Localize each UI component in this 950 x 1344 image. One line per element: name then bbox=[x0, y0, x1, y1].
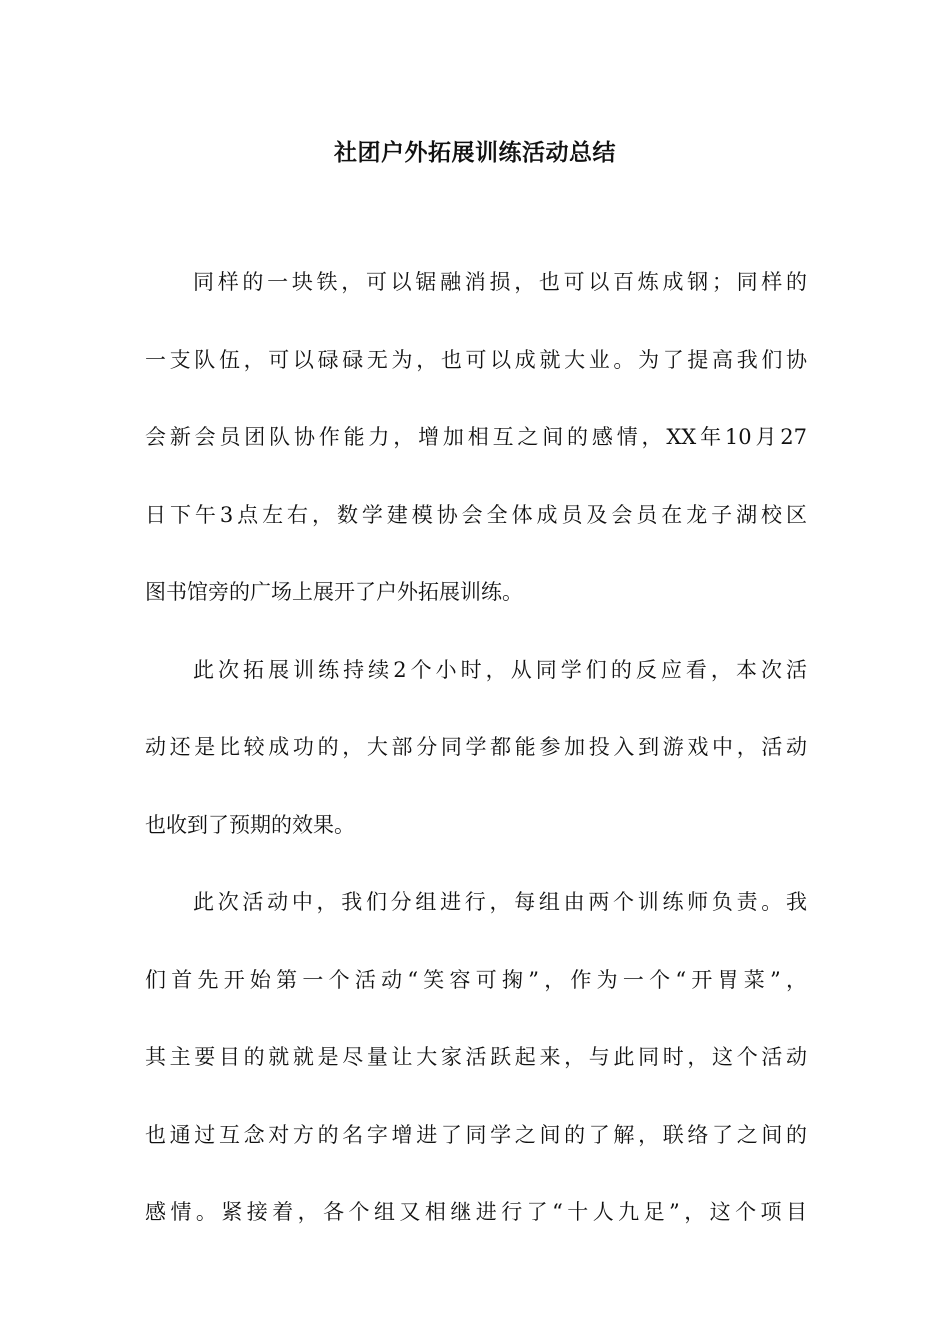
paragraph-line: 此次拓展训练持续2个小时，从同学们的反应看，本次活 bbox=[193, 657, 807, 682]
document-title: 社团户外拓展训练活动总结 bbox=[334, 139, 616, 166]
paragraph-line: 也通过互念对方的名字增进了同学之间的了解，联络了之间的 bbox=[145, 1122, 807, 1147]
paragraph-line: 动还是比较成功的，大部分同学都能参加投入到游戏中，活动 bbox=[145, 735, 807, 759]
paragraph-2 bbox=[145, 632, 807, 865]
paragraph-line: 们首先开始第一个活动“笑容可掬”，作为一个“开胃菜”， bbox=[145, 967, 807, 992]
paragraph-line: 一支队伍，可以碌碌无为，也可以成就大业。为了提高我们协 bbox=[145, 347, 807, 372]
paragraph-line: 图书馆旁的广场上展开了户外拓展训练。 bbox=[145, 580, 523, 604]
paragraph-3 bbox=[145, 864, 807, 1252]
document-body bbox=[145, 244, 807, 1252]
paragraph-line: 也收到了预期的效果。 bbox=[145, 812, 355, 837]
paragraph-1 bbox=[145, 244, 807, 632]
paragraph-line: 感情。紧接着，各个组又相继进行了“十人九足”，这个项目 bbox=[145, 1200, 807, 1224]
paragraph-line: 同样的一块铁，可以锯融消损，也可以百炼成钢；同样的 bbox=[193, 270, 807, 294]
paragraph-line: 会新会员团队协作能力，增加相互之间的感情，XX年10月27 bbox=[145, 425, 807, 449]
paragraph-line: 其主要目的就就是尽量让大家活跃起来，与此同时，这个活动 bbox=[145, 1045, 807, 1069]
paragraph-line: 此次活动中，我们分组进行，每组由两个训练师负责。我 bbox=[193, 890, 807, 914]
paragraph-line: 日下午3点左右，数学建模协会全体成员及会员在龙子湖校区 bbox=[145, 502, 807, 527]
